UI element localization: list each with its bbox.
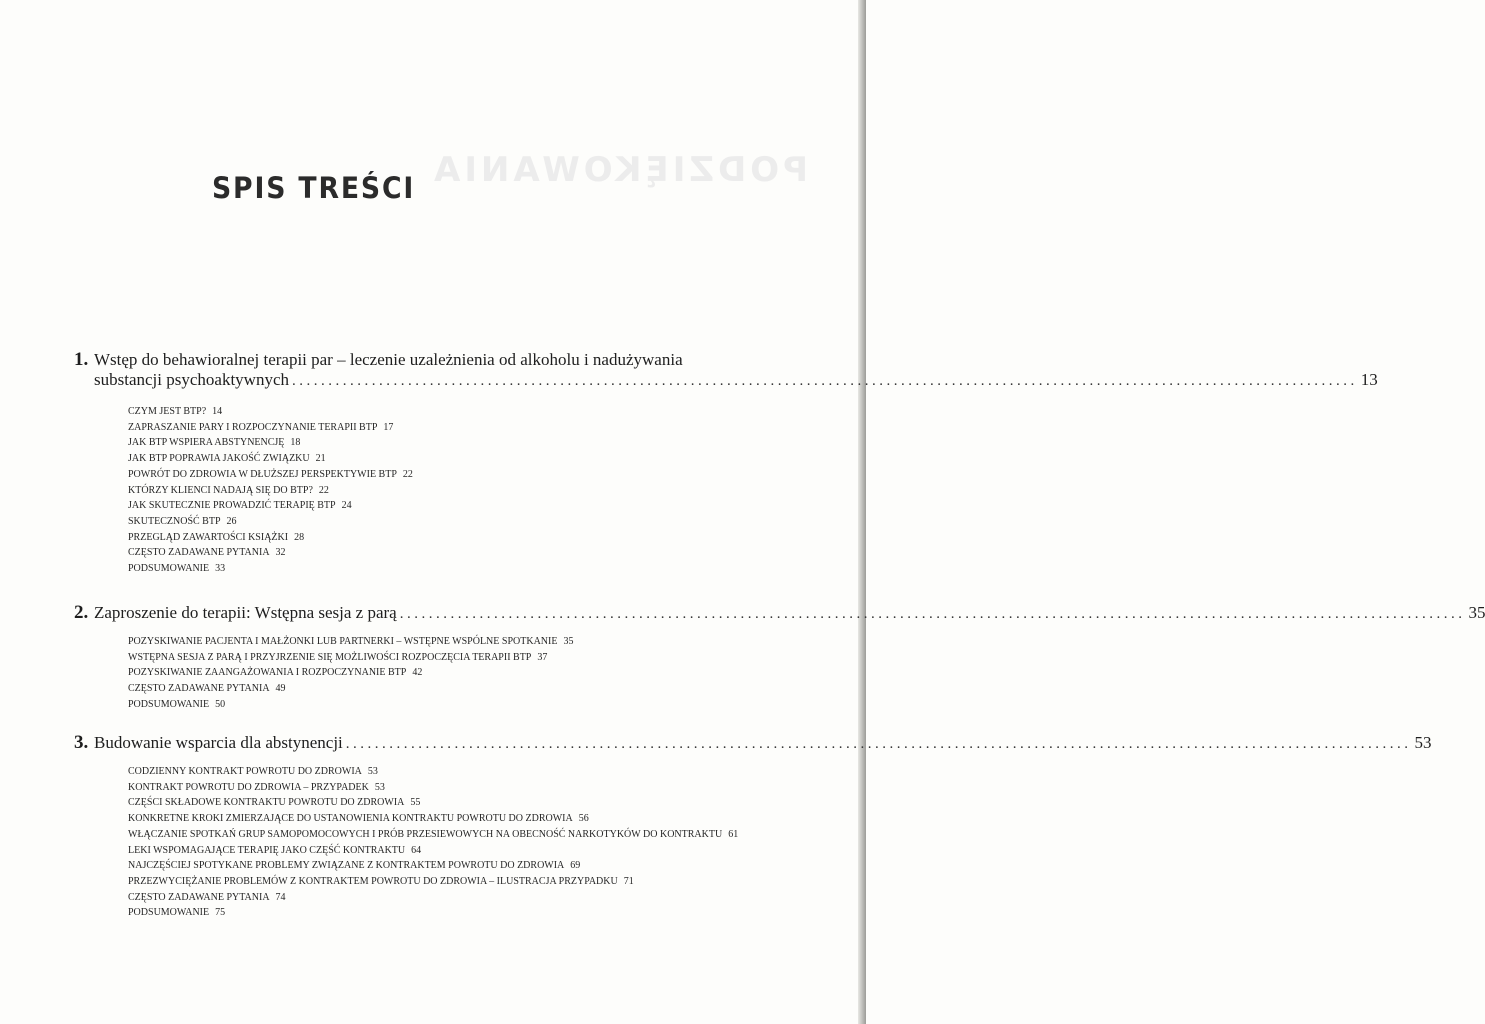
section-entry: KONKRETNE KROKI ZMIERZAJĄCE DO USTANOWIENIA KONTRAKTU POWROTU DO ZDROWIA 56	[128, 813, 589, 825]
section-entry: KONTRAKT POWROTU DO ZDROWIA – PRZYPADEK 53	[128, 781, 385, 793]
section-entry: PODSUMOWANIE 75	[128, 907, 226, 919]
chapter-title: Wstęp do behawioralnej terapii par – leczenie uzależnienia od alkoholu i nadużywania	[94, 350, 683, 369]
chapter-number: 1.	[74, 349, 89, 370]
section-entry: CZĘSTO ZADAWANE PYTANIA 74	[128, 891, 286, 903]
page-title: SPIS TREŚCI	[212, 171, 416, 206]
section-entry: POWRÓT DO ZDROWIA W DŁUŻSZEJ PERSPEKTYWIE BTP 22	[128, 468, 413, 480]
section-list	[74, 404, 812, 577]
chapter-title: Budowanie wsparcia dla abstynencji	[94, 733, 343, 752]
section-entry: CZĘSTO ZADAWANE PYTANIA 32	[128, 547, 286, 559]
section-entry: LEKI WSPOMAGAJĄCE TERAPIĘ JAKO CZĘŚĆ KONTRAKTU 64	[128, 844, 422, 856]
chapter-number: 2.	[74, 602, 89, 623]
section-entry: CODZIENNY KONTRAKT POWROTU DO ZDROWIA 53	[128, 766, 378, 777]
dot-leader: ...................................................................................................................................................	[292, 373, 1358, 389]
section-list	[74, 764, 812, 921]
section-entry: POZYSKIWANIE PACJENTA I MAŁŻONKI LUB PARTNERKI – WSTĘPNE WSPÓLNE SPOTKANIE 35	[128, 636, 574, 647]
chapter-number: 3.	[74, 732, 89, 753]
section-entry: KTÓRZY KLIENCI NADAJĄ SIĘ DO BTP? 22	[128, 484, 329, 496]
chapter-2	[74, 602, 1485, 713]
section-entry: JAK SKUTECZNIE PROWADZIĆ TERAPIĘ BTP 24	[128, 500, 352, 512]
section-entry: JAK BTP POPRAWIA JAKOŚĆ ZWIĄZKU 21	[128, 453, 326, 465]
section-entry: POZYSKIWANIE ZAANGAŻOWANIA I ROZPOCZYNANIE BTP 42	[128, 667, 423, 679]
chapter-title-continued: substancji psychoaktywnych	[94, 370, 289, 389]
chapter-page-number: 13	[1360, 370, 1378, 389]
section-entry: CZĘSTO ZADAWANE PYTANIA 49	[128, 683, 286, 695]
section-entry: ZAPRASZANIE PARY I ROZPOCZYNANIE TERAPII BTP 17	[128, 421, 394, 433]
section-entry: PODSUMOWANIE 33	[128, 563, 226, 575]
section-entry: PRZEGLĄD ZAWARTOŚCI KSIĄŻKI 28	[128, 531, 305, 543]
section-entry: SKUTECZNOŚĆ BTP 26	[128, 515, 237, 527]
chapter-title: Zaproszenie do terapii: Wstępna sesja z parą	[94, 603, 397, 622]
section-entry: NAJCZĘŚCIEJ SPOTYKANE PROBLEMY ZWIĄZANE Z KONTRAKTEM POWROTU DO ZDROWIA 69	[128, 860, 581, 872]
section-entry: WŁĄCZANIE SPOTKAŃ GRUP SAMOPOMOCOWYCH I PRÓB PRZESIEWOWYCH NA OBECNOŚĆ NARKOTYKÓW DO KONTRAKTU 61	[128, 828, 739, 840]
page-edge	[858, 0, 866, 1024]
chapter-page-number: 53	[1414, 733, 1432, 752]
dot-leader: ...................................................................................................................................................	[399, 606, 1466, 622]
chapter-3	[74, 732, 1432, 921]
section-entry: WSTĘPNA SESJA Z PARĄ I PRZYJRZENIE SIĘ MOŻLIWOŚCI ROZPOCZĘCIA TERAPII BTP 37	[128, 651, 548, 663]
section-entry: JAK BTP WSPIERA ABSTYNENCJĘ 18	[128, 437, 301, 449]
section-entry: PRZEZWYCIĘŻANIE PROBLEMÓW Z KONTRAKTEM POWROTU DO ZDROWIA – ILUSTRACJA PRZYPADKU 71	[128, 875, 634, 887]
section-entry: CZYM JEST BTP? 14	[128, 406, 223, 417]
dot-leader: ...................................................................................................................................................	[345, 736, 1412, 752]
section-list	[74, 634, 812, 713]
bleed-through-text: PODZIĘKOWANIA	[430, 150, 809, 190]
chapter-1	[74, 349, 1378, 577]
chapter-page-number: 35	[1468, 603, 1485, 622]
section-entry: PODSUMOWANIE 50	[128, 698, 226, 710]
section-entry: CZĘŚCI SKŁADOWE KONTRAKTU POWROTU DO ZDROWIA 55	[128, 797, 421, 809]
